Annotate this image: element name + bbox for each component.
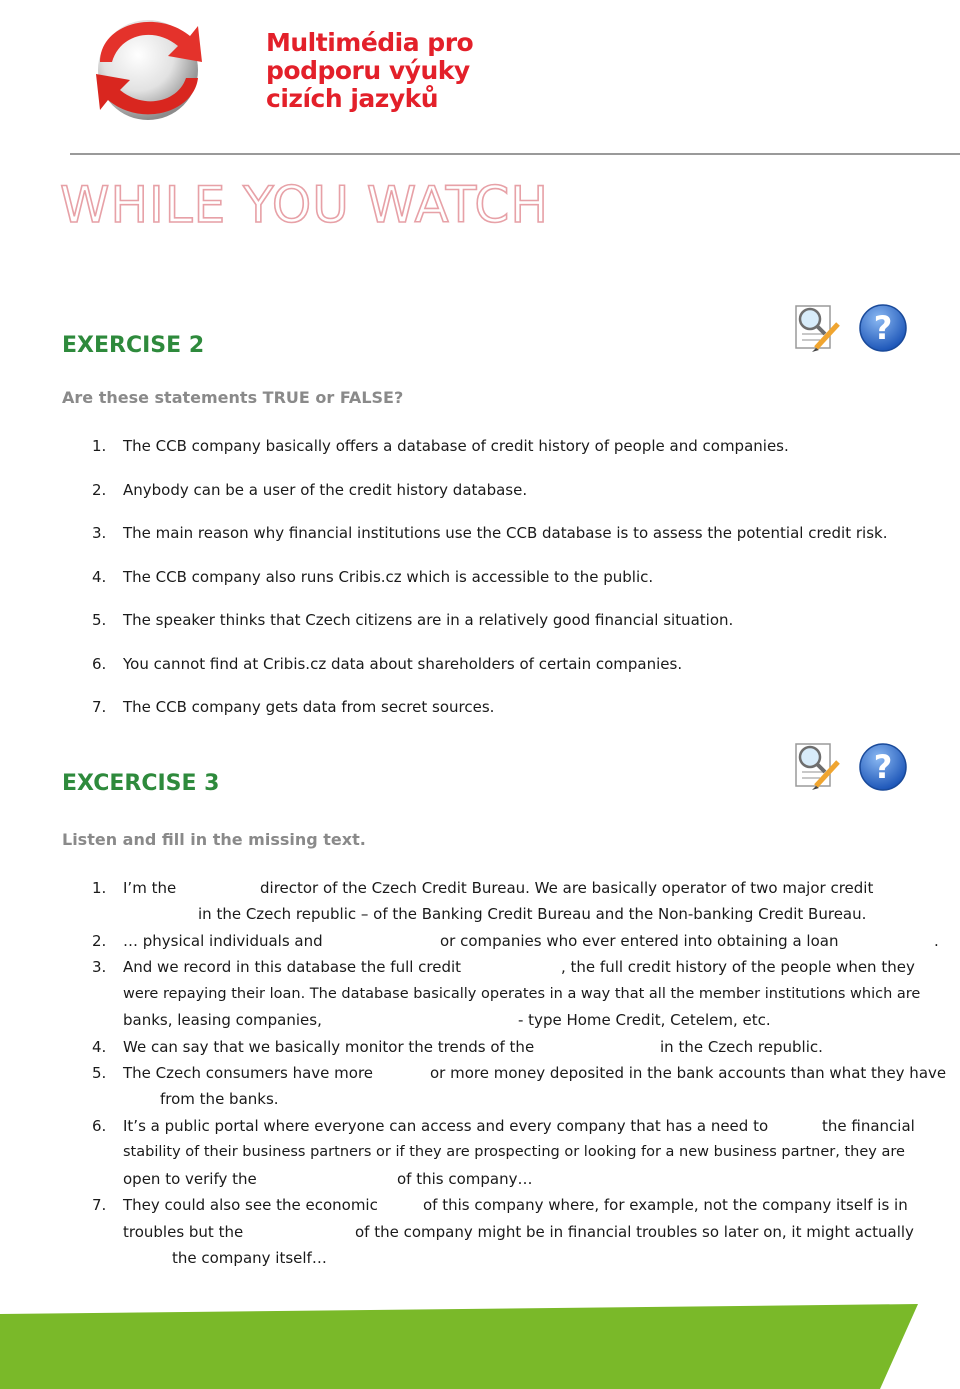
item-number: 5. bbox=[92, 1064, 107, 1082]
text-segment: were repaying their loan. The database basically operates in a way that all the member institutions which are bbox=[123, 986, 921, 1002]
text-segment: They could also see the economic bbox=[123, 1196, 378, 1214]
item-number: 2. bbox=[92, 932, 107, 950]
exercise-2-instruction: Are these statements TRUE or FALSE? bbox=[62, 388, 404, 407]
magnifier-pencil-icon[interactable] bbox=[790, 302, 844, 356]
text-segment: - type Home Credit, Cetelem, etc. bbox=[518, 1011, 771, 1029]
item-number: 4. bbox=[92, 1038, 107, 1056]
text-segment: . bbox=[934, 932, 939, 950]
item-number: 3. bbox=[92, 958, 107, 976]
text-segment: stability of their business partners or if they are prospecting or looking for a new business partner, they are bbox=[123, 1144, 905, 1160]
text-segment: It’s a public portal where everyone can access and every company that has a need to bbox=[123, 1117, 769, 1135]
svg-text:?: ? bbox=[873, 748, 893, 786]
text-segment: I’m the bbox=[123, 879, 177, 897]
logo-text-line-3: cizích jazyků bbox=[266, 84, 439, 113]
text-segment: And we record in this database the full credit bbox=[123, 958, 462, 976]
item-number: 7. bbox=[92, 1196, 107, 1214]
list-item: 3. The main reason why financial institutions use the CCB database is to assess the potential credit risk. bbox=[92, 524, 888, 542]
text-segment: We can say that we basically monitor the trends of the bbox=[123, 1038, 535, 1056]
text-segment: The Czech consumers have more bbox=[123, 1064, 374, 1082]
exercise-3-heading: EXCERCISE 3 bbox=[62, 771, 220, 796]
text-segment: in the Czech republic – of the Banking Credit Bureau and the Non-banking Credit Bureau. bbox=[198, 905, 867, 923]
item-number: 6. bbox=[92, 1117, 107, 1135]
text-segment: of this company… bbox=[397, 1170, 533, 1188]
text-segment: or more money deposited in the bank accounts than what they have bbox=[430, 1064, 947, 1082]
text-segment: troubles but the bbox=[123, 1223, 244, 1241]
exercise-3-instruction: Listen and fill in the missing text. bbox=[62, 830, 366, 849]
text-segment: , the full credit history of the people when they bbox=[561, 958, 915, 976]
list-item: 7. The CCB company gets data from secret sources. bbox=[92, 698, 495, 716]
page-title: WHILE YOU WATCH bbox=[60, 176, 549, 234]
svg-text:?: ? bbox=[873, 309, 893, 347]
list-item: 5. The speaker thinks that Czech citizens are in a relatively good financial situation. bbox=[92, 611, 734, 629]
exercise-2-heading: EXERCISE 2 bbox=[62, 333, 205, 358]
text-segment: director of the Czech Credit Bureau. We are basically operator of two major credit bbox=[260, 879, 874, 897]
circular-arrows-globe-icon bbox=[86, 4, 214, 128]
text-segment: of the company might be in financial troubles so later on, it might actually bbox=[355, 1223, 914, 1241]
text-segment: … physical individuals and bbox=[123, 932, 323, 950]
list-item: 1. The CCB company basically offers a database of credit history of people and companies. bbox=[92, 437, 789, 455]
text-segment: open to verify the bbox=[123, 1170, 257, 1188]
text-segment: of this company where, for example, not the company itself is in bbox=[423, 1196, 908, 1214]
list-item: 4. The CCB company also runs Cribis.cz which is accessible to the public. bbox=[92, 568, 654, 586]
logo-text-line-2: podporu výuky bbox=[266, 56, 470, 85]
magnifier-pencil-icon[interactable] bbox=[790, 740, 844, 794]
header-divider bbox=[70, 153, 960, 155]
text-segment: or companies who ever entered into obtaining a loan bbox=[440, 932, 839, 950]
text-segment: from the banks. bbox=[160, 1090, 279, 1108]
item-number: 1. bbox=[92, 879, 107, 897]
text-segment: the financial bbox=[822, 1117, 915, 1135]
help-icon[interactable] bbox=[857, 302, 909, 354]
logo-text-line-1: Multimédia pro bbox=[266, 28, 474, 57]
list-item: 2. Anybody can be a user of the credit history database. bbox=[92, 481, 528, 499]
text-segment: banks, leasing companies, bbox=[123, 1011, 322, 1029]
list-item: 6. You cannot find at Cribis.cz data about shareholders of certain companies. bbox=[92, 655, 683, 673]
help-icon[interactable] bbox=[857, 741, 909, 793]
text-segment: the company itself… bbox=[172, 1249, 327, 1267]
footer-green-band bbox=[0, 1296, 960, 1389]
text-segment: in the Czech republic. bbox=[660, 1038, 823, 1056]
